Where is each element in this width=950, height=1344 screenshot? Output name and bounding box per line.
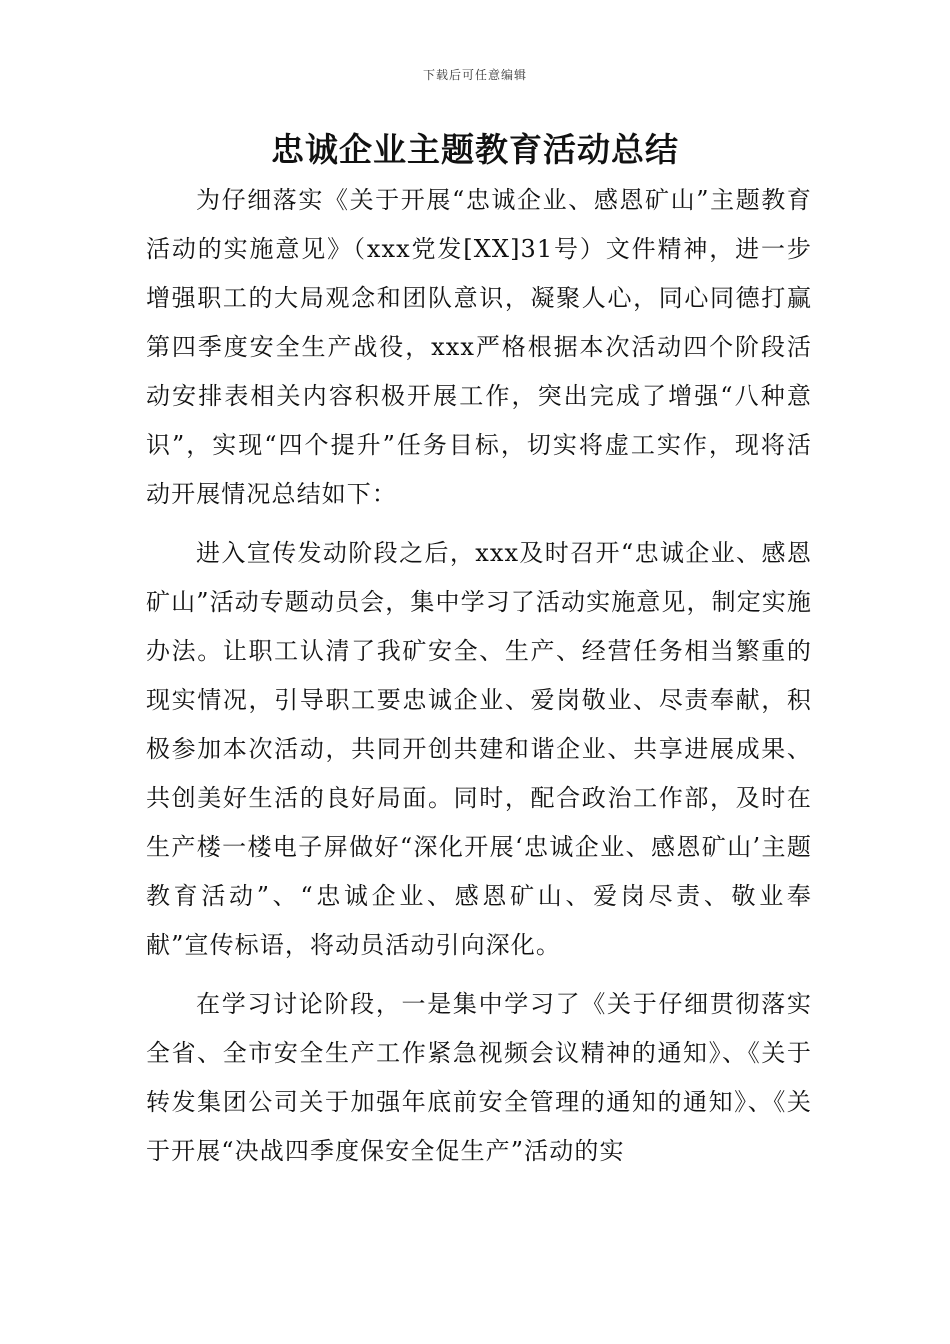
paragraph-study-stage: 在学习讨论阶段，一是集中学习了《关于仔细贯彻落实全省、全市安全生产工作紧急视频会议精神的通知》、《关于转发集团公司关于加强年底前安全管理的通知的通知》、《关于开展“决战四季度保安全促生产”活动的实 [146,990,812,1165]
paragraph-intro: 为仔细落实《关于开展“忠诚企业、感恩矿山”主题教育活动的实施意见》（xxx党发[XX]31号）文件精神，进一步增强职工的大局观念和团队意识，凝聚人心，同心同德打赢第四季度安全生产战役，xxx严格根据本次活动四个阶段活动安排表相关内容积极开展工作，突出完成了增强“八种意识”，实现“四个提升”任务目标，切实将虚工实作，现将活动开展情况总结如下： [146,186,812,508]
document-title: 忠诚企业主题教育活动总结 [271,130,679,169]
paragraph-publicity-stage: 进入宣传发动阶段之后，xxx及时召开“忠诚企业、感恩矿山”活动专题动员会，集中学习了活动实施意见，制定实施办法。让职工认清了我矿安全、生产、经营任务相当繁重的现实情况，引导职工要忠诚企业、爱岗敬业、尽责奉献，积极参加本次活动，共同开创共建和谐企业、共享进展成果、共创美好生活的良好局面。同时，配合政治工作部，及时在生产楼一楼电子屏做好“深化开展‘忠诚企业、感恩矿山’主题教育活动”、“忠诚企业、感恩矿山、爱岗尽责、敬业奉献”宣传标语，将动员活动引向深化。 [146,539,812,959]
download-note: 下载后可任意编辑 [422,68,527,82]
document-body [146,176,812,1176]
